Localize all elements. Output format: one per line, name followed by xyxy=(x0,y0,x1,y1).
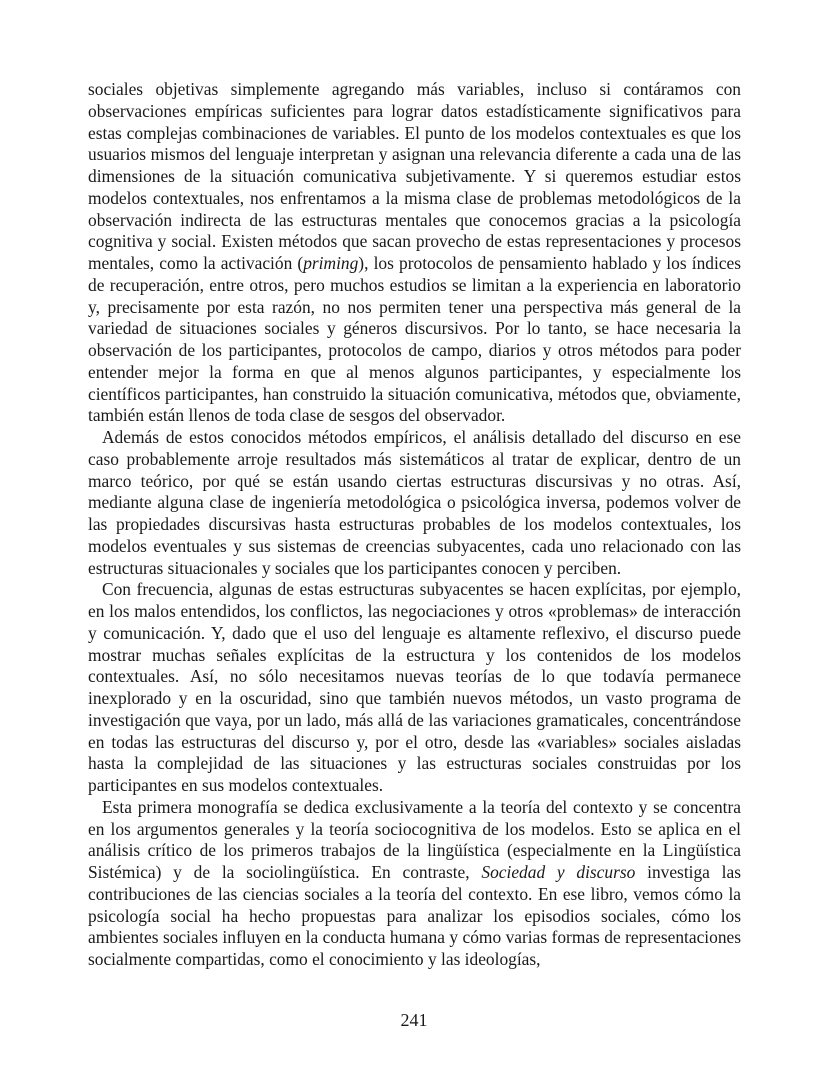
paragraph-3 xyxy=(88,579,741,797)
paragraph-3-text: Con frecuencia, algunas de estas estructuras subyacentes se hacen explícitas, por ejemplo, en los malos entendidos, los conflictos, las negociaciones y otros «problemas» de interacción y comunicación. Y, dado que el uso del lenguaje es altamente reflexivo, el discurso puede mostrar muchas señales explícitas de la estructura y los contenidos de los modelos contextuales. Así, no sólo necesitamos nuevas teorías de lo que todavía permanece inexplorado y en la oscuridad, sino que también nuevos métodos, un vasto programa de investigación que vaya, por un lado, más allá de las variaciones gramaticales, concentrándose en todas las estructuras del discurso y, por el otro, desde las «variables» sociales aisladas hasta la complejidad de las situaciones y las estructuras sociales construidas por los participantes en sus modelos contextuales. xyxy=(88,579,741,795)
paragraph-1 xyxy=(88,79,741,427)
paragraph-4-book-title: Sociedad y discurso xyxy=(481,862,636,882)
paragraph-1-italic-term: priming xyxy=(303,253,359,273)
page-body xyxy=(88,79,741,971)
paragraph-4-text: Esta primera monografía se dedica exclusivamente a la teoría del contexto y se concentra en los argumentos generales y la teoría sociocognitiva de los modelos. Esto se aplica en el análisis crítico de los primeros trabajos de la lingüística (especialmente en la Lingüística Sistémica) y de la sociolingüística. En contraste, xyxy=(88,796,741,882)
page-number: 241 xyxy=(400,1010,428,1030)
paragraph-4 xyxy=(88,797,741,971)
paragraph-1-text-cont: ), los protocolos de pensamiento hablado y los índices de recuperación, entre otros, pero muchos estudios se limitan a la experiencia en laboratorio y, precisamente por esta razón, no nos permiten tener una perspectiva más general de la variedad de situaciones sociales y géneros discursivos. Por lo tanto, se hace necesaria la observación de los participantes, protocolos de campo, diarios y otros métodos para poder entender mejor la forma en que al menos algunos participantes, y especialmente los científicos participantes, han construido la situación comunicativa, métodos que, obviamente, también están llenos de toda clase de sesgos del observador. xyxy=(88,253,741,426)
paragraph-4-text-cont: investiga las contribuciones de las ciencias sociales a la teoría del contexto. En ese libro, vemos cómo la psicología social ha hecho propuestas para analizar los episodios sociales, cómo los ambientes sociales influyen en la conducta humana y cómo varias formas de representaciones socialmente compartidas, como el conocimiento y las ideologías, xyxy=(88,862,741,969)
paragraph-2-text: Además de estos conocidos métodos empíricos, el análisis detallado del discurso en ese caso probablemente arroje resultados más sistemáticos al tratar de explicar, dentro de un marco teórico, por qué se están usando ciertas estructuras discursivas y no otras. Así, mediante alguna clase de ingeniería metodológica o psicológica inversa, podemos volver de las propiedades discursivas hasta estructuras probables de los modelos contextuales, los modelos eventuales y sus sistemas de creencias subyacentes, cada uno relacionado con las estructuras situacionales y sociales que los participantes conocen y perciben. xyxy=(88,427,741,578)
paragraph-2 xyxy=(88,427,741,579)
paragraph-1-text: sociales objetivas simplemente agregando más variables, incluso si contáramos con observaciones empíricas suficientes para lograr datos estadísticamente significativos para estas complejas combinaciones de variables. El punto de los modelos contextuales es que los usuarios mismos del lenguaje interpretan y asignan una relevancia diferente a cada una de las dimensiones de la situación comunicativa subjetivamente. Y si queremos estudiar estos modelos contextuales, nos enfrentamos a la misma clase de problemas metodológicos de la observación indirecta de las estructuras mentales que conocemos gracias a la psicología cognitiva y social. Existen métodos que sacan provecho de estas representaciones y procesos mentales, como la activación ( xyxy=(88,79,741,273)
